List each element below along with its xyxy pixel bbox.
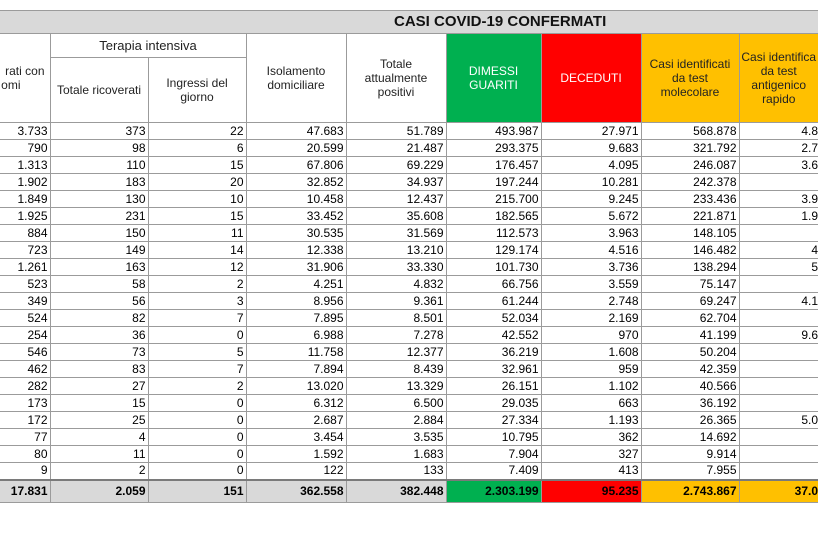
cell-casi-test-antigenico xyxy=(739,395,818,412)
cell-casi-test-antigenico: 5.0 xyxy=(739,412,818,429)
header-totale-ricoverati xyxy=(50,58,148,123)
cell-deceduti: 4.095 xyxy=(541,157,641,174)
total-casi-test-molecolare: 2.743.867 xyxy=(641,480,739,503)
cell-casi-test-molecolare: 7.955 xyxy=(641,463,739,480)
table-row xyxy=(0,344,818,361)
table-row xyxy=(0,412,818,429)
cell-dimessi-guariti: 7.904 xyxy=(446,446,541,463)
cell-casi-test-antigenico xyxy=(739,225,818,242)
cell-terapia-intensiva-totale: 231 xyxy=(50,208,148,225)
cell-terapia-intensiva-ingressi: 14 xyxy=(148,242,246,259)
cell-ricoverati-con-sintomi: 462 xyxy=(0,361,50,378)
header-casi-test-antigenico xyxy=(739,34,818,123)
cell-casi-test-molecolare: 148.105 xyxy=(641,225,739,242)
cell-totale-positivi: 21.487 xyxy=(346,140,446,157)
cell-totale-positivi: 2.884 xyxy=(346,412,446,429)
cell-deceduti: 413 xyxy=(541,463,641,480)
cell-totale-positivi: 8.501 xyxy=(346,310,446,327)
header-ricoverati-line-1: rati con xyxy=(5,64,45,78)
cell-totale-positivi: 3.535 xyxy=(346,429,446,446)
cell-deceduti: 4.516 xyxy=(541,242,641,259)
cell-terapia-intensiva-ingressi: 22 xyxy=(148,123,246,140)
cell-totale-positivi: 9.361 xyxy=(346,293,446,310)
cell-casi-test-antigenico: 3.9 xyxy=(739,191,818,208)
cell-terapia-intensiva-totale: 56 xyxy=(50,293,148,310)
cell-totale-positivi: 13.329 xyxy=(346,378,446,395)
cell-terapia-intensiva-totale: 149 xyxy=(50,242,148,259)
table-row xyxy=(0,293,818,310)
cell-terapia-intensiva-ingressi: 0 xyxy=(148,395,246,412)
header-casi-test-molecolare xyxy=(641,34,739,123)
cell-dimessi-guariti: 27.334 xyxy=(446,412,541,429)
cell-casi-test-antigenico xyxy=(739,429,818,446)
cell-deceduti: 9.245 xyxy=(541,191,641,208)
cell-casi-test-molecolare: 62.704 xyxy=(641,310,739,327)
header-antigenico-line-4: rapido xyxy=(762,92,796,106)
table-title-cell xyxy=(0,11,818,34)
cell-totale-positivi: 12.377 xyxy=(346,344,446,361)
table-row xyxy=(0,123,818,140)
header-isolamento-line-2: domiciliare xyxy=(267,78,325,92)
cell-deceduti: 362 xyxy=(541,429,641,446)
header-terapia-intensiva: Terapia intensiva xyxy=(50,34,246,58)
table-body xyxy=(0,123,818,480)
cell-casi-test-molecolare: 246.087 xyxy=(641,157,739,174)
cell-ricoverati-con-sintomi: 523 xyxy=(0,276,50,293)
covid-cases-table xyxy=(0,10,818,503)
cell-deceduti: 2.748 xyxy=(541,293,641,310)
cell-ricoverati-con-sintomi: 254 xyxy=(0,327,50,344)
header-positivi-line-3: positivi xyxy=(377,85,415,99)
cell-dimessi-guariti: 182.565 xyxy=(446,208,541,225)
cell-terapia-intensiva-totale: 73 xyxy=(50,344,148,361)
header-dimessi-line-2: GUARITI xyxy=(469,78,518,92)
cell-deceduti: 1.193 xyxy=(541,412,641,429)
cell-terapia-intensiva-ingressi: 0 xyxy=(148,463,246,480)
cell-terapia-intensiva-ingressi: 3 xyxy=(148,293,246,310)
cell-casi-test-molecolare: 138.294 xyxy=(641,259,739,276)
header-ricoverati-line-2: omi xyxy=(1,78,21,92)
cell-isolamento-domiciliare: 122 xyxy=(246,463,346,480)
cell-isolamento-domiciliare: 12.338 xyxy=(246,242,346,259)
cell-isolamento-domiciliare: 33.452 xyxy=(246,208,346,225)
header-positivi-line-1: Totale xyxy=(379,57,413,71)
cell-totale-positivi: 69.229 xyxy=(346,157,446,174)
cell-totale-positivi: 13.210 xyxy=(346,242,446,259)
header-dimessi-line-1: DIMESSI xyxy=(468,64,519,78)
table-row xyxy=(0,225,818,242)
cell-casi-test-antigenico: 5 xyxy=(739,259,818,276)
cell-ricoverati-con-sintomi: 1.902 xyxy=(0,174,50,191)
total-terapia-intensiva-ingressi: 151 xyxy=(148,480,246,503)
cell-casi-test-molecolare: 9.914 xyxy=(641,446,739,463)
cell-isolamento-domiciliare: 11.758 xyxy=(246,344,346,361)
cell-casi-test-antigenico xyxy=(739,174,818,191)
cell-isolamento-domiciliare: 7.895 xyxy=(246,310,346,327)
cell-ricoverati-con-sintomi: 80 xyxy=(0,446,50,463)
cell-terapia-intensiva-ingressi: 5 xyxy=(148,344,246,361)
total-dimessi-guariti: 2.303.199 xyxy=(446,480,541,503)
cell-ricoverati-con-sintomi: 546 xyxy=(0,344,50,361)
cell-terapia-intensiva-ingressi: 0 xyxy=(148,446,246,463)
cell-deceduti: 3.559 xyxy=(541,276,641,293)
cell-isolamento-domiciliare: 6.312 xyxy=(246,395,346,412)
cell-totale-positivi: 35.608 xyxy=(346,208,446,225)
cell-terapia-intensiva-ingressi: 2 xyxy=(148,378,246,395)
cell-casi-test-molecolare: 26.365 xyxy=(641,412,739,429)
header-molecolare-line-3: molecolare xyxy=(660,85,720,99)
cell-ricoverati-con-sintomi: 524 xyxy=(0,310,50,327)
cell-casi-test-antigenico xyxy=(739,361,818,378)
cell-terapia-intensiva-ingressi: 12 xyxy=(148,259,246,276)
header-ingressi-del-giorno xyxy=(148,58,246,123)
table-row xyxy=(0,463,818,480)
cell-casi-test-antigenico xyxy=(739,378,818,395)
table-row xyxy=(0,361,818,378)
cell-casi-test-antigenico: 4.8 xyxy=(739,123,818,140)
cell-terapia-intensiva-totale: 82 xyxy=(50,310,148,327)
total-terapia-intensiva-totale: 2.059 xyxy=(50,480,148,503)
cell-deceduti: 5.672 xyxy=(541,208,641,225)
cell-casi-test-antigenico: 4.1 xyxy=(739,293,818,310)
cell-ricoverati-con-sintomi: 884 xyxy=(0,225,50,242)
cell-terapia-intensiva-totale: 163 xyxy=(50,259,148,276)
totals-row xyxy=(0,480,818,503)
cell-terapia-intensiva-ingressi: 2 xyxy=(148,276,246,293)
cell-dimessi-guariti: 32.961 xyxy=(446,361,541,378)
table-row xyxy=(0,191,818,208)
cell-casi-test-antigenico: 1.9 xyxy=(739,208,818,225)
cell-dimessi-guariti: 112.573 xyxy=(446,225,541,242)
cell-terapia-intensiva-ingressi: 20 xyxy=(148,174,246,191)
table-row xyxy=(0,378,818,395)
header-totale-attualmente-positivi xyxy=(346,34,446,123)
cell-totale-positivi: 33.330 xyxy=(346,259,446,276)
cell-isolamento-domiciliare: 32.852 xyxy=(246,174,346,191)
cell-terapia-intensiva-ingressi: 7 xyxy=(148,310,246,327)
cell-dimessi-guariti: 10.795 xyxy=(446,429,541,446)
table-row xyxy=(0,395,818,412)
cell-dimessi-guariti: 61.244 xyxy=(446,293,541,310)
cell-casi-test-molecolare: 242.378 xyxy=(641,174,739,191)
cell-terapia-intensiva-totale: 27 xyxy=(50,378,148,395)
cell-deceduti: 10.281 xyxy=(541,174,641,191)
cell-deceduti: 27.971 xyxy=(541,123,641,140)
cell-terapia-intensiva-ingressi: 15 xyxy=(148,157,246,174)
cell-terapia-intensiva-totale: 130 xyxy=(50,191,148,208)
cell-isolamento-domiciliare: 47.683 xyxy=(246,123,346,140)
cell-terapia-intensiva-totale: 98 xyxy=(50,140,148,157)
header-positivi-line-2: attualmente xyxy=(364,71,428,85)
cell-ricoverati-con-sintomi: 1.261 xyxy=(0,259,50,276)
cell-ricoverati-con-sintomi: 1.925 xyxy=(0,208,50,225)
table-row xyxy=(0,276,818,293)
header-molecolare-line-1: Casi identificati xyxy=(649,57,731,71)
header-dimessi-guariti xyxy=(446,34,541,123)
cell-casi-test-antigenico xyxy=(739,463,818,480)
cell-dimessi-guariti: 129.174 xyxy=(446,242,541,259)
header-antigenico-line-2: da test xyxy=(760,64,797,78)
cell-ricoverati-con-sintomi: 790 xyxy=(0,140,50,157)
cell-casi-test-molecolare: 41.199 xyxy=(641,327,739,344)
cell-deceduti: 1.608 xyxy=(541,344,641,361)
cell-isolamento-domiciliare: 6.988 xyxy=(246,327,346,344)
cell-isolamento-domiciliare: 67.806 xyxy=(246,157,346,174)
cell-casi-test-antigenico: 2.7 xyxy=(739,140,818,157)
cell-deceduti: 9.683 xyxy=(541,140,641,157)
cell-terapia-intensiva-totale: 83 xyxy=(50,361,148,378)
cell-terapia-intensiva-totale: 150 xyxy=(50,225,148,242)
cell-dimessi-guariti: 29.035 xyxy=(446,395,541,412)
cell-ricoverati-con-sintomi: 1.849 xyxy=(0,191,50,208)
cell-dimessi-guariti: 52.034 xyxy=(446,310,541,327)
header-ingressi-line-1: Ingressi del xyxy=(166,76,228,90)
cell-deceduti: 1.102 xyxy=(541,378,641,395)
header-row-title xyxy=(0,11,818,34)
cell-isolamento-domiciliare: 1.592 xyxy=(246,446,346,463)
cell-terapia-intensiva-ingressi: 7 xyxy=(148,361,246,378)
cell-dimessi-guariti: 101.730 xyxy=(446,259,541,276)
cell-terapia-intensiva-totale: 36 xyxy=(50,327,148,344)
cell-dimessi-guariti: 36.219 xyxy=(446,344,541,361)
total-casi-test-antigenico: 37.0 xyxy=(739,480,818,503)
cell-deceduti: 2.169 xyxy=(541,310,641,327)
cell-casi-test-molecolare: 14.692 xyxy=(641,429,739,446)
header-antigenico-line-1: Casi identifica xyxy=(741,50,817,64)
table-row xyxy=(0,310,818,327)
cell-ricoverati-con-sintomi: 3.733 xyxy=(0,123,50,140)
cell-deceduti: 3.736 xyxy=(541,259,641,276)
cell-casi-test-antigenico: 4 xyxy=(739,242,818,259)
covid-cases-sheet xyxy=(0,10,818,504)
cell-terapia-intensiva-ingressi: 0 xyxy=(148,429,246,446)
cell-terapia-intensiva-totale: 2 xyxy=(50,463,148,480)
table-row xyxy=(0,446,818,463)
cell-isolamento-domiciliare: 30.535 xyxy=(246,225,346,242)
cell-totale-positivi: 34.937 xyxy=(346,174,446,191)
header-ricoverati-con-sintomi xyxy=(0,34,50,123)
cell-isolamento-domiciliare: 20.599 xyxy=(246,140,346,157)
cell-casi-test-molecolare: 221.871 xyxy=(641,208,739,225)
cell-casi-test-molecolare: 40.566 xyxy=(641,378,739,395)
cell-terapia-intensiva-ingressi: 15 xyxy=(148,208,246,225)
cell-casi-test-molecolare: 50.204 xyxy=(641,344,739,361)
cell-terapia-intensiva-totale: 25 xyxy=(50,412,148,429)
cell-terapia-intensiva-totale: 110 xyxy=(50,157,148,174)
cell-terapia-intensiva-totale: 373 xyxy=(50,123,148,140)
cell-totale-positivi: 31.569 xyxy=(346,225,446,242)
cell-dimessi-guariti: 176.457 xyxy=(446,157,541,174)
cell-casi-test-antigenico: 3.6 xyxy=(739,157,818,174)
cell-terapia-intensiva-totale: 4 xyxy=(50,429,148,446)
cell-ricoverati-con-sintomi: 282 xyxy=(0,378,50,395)
table-row xyxy=(0,140,818,157)
cell-dimessi-guariti: 293.375 xyxy=(446,140,541,157)
cell-terapia-intensiva-ingressi: 6 xyxy=(148,140,246,157)
total-totale-positivi: 382.448 xyxy=(346,480,446,503)
table-row xyxy=(0,259,818,276)
cell-casi-test-molecolare: 233.436 xyxy=(641,191,739,208)
cell-deceduti: 327 xyxy=(541,446,641,463)
header-isolamento-line-1: Isolamento xyxy=(266,64,326,78)
cell-totale-positivi: 4.832 xyxy=(346,276,446,293)
header-row-columns xyxy=(0,34,818,58)
cell-isolamento-domiciliare: 31.906 xyxy=(246,259,346,276)
cell-dimessi-guariti: 215.700 xyxy=(446,191,541,208)
cell-dimessi-guariti: 493.987 xyxy=(446,123,541,140)
cell-dimessi-guariti: 42.552 xyxy=(446,327,541,344)
cell-casi-test-antigenico xyxy=(739,344,818,361)
cell-totale-positivi: 133 xyxy=(346,463,446,480)
cell-isolamento-domiciliare: 10.458 xyxy=(246,191,346,208)
header-ingressi-line-2: giorno xyxy=(180,90,214,104)
cell-isolamento-domiciliare: 2.687 xyxy=(246,412,346,429)
cell-isolamento-domiciliare: 4.251 xyxy=(246,276,346,293)
header-molecolare-line-2: da test xyxy=(671,71,709,85)
cell-terapia-intensiva-ingressi: 0 xyxy=(148,412,246,429)
table-row xyxy=(0,174,818,191)
cell-dimessi-guariti: 66.756 xyxy=(446,276,541,293)
cell-casi-test-molecolare: 568.878 xyxy=(641,123,739,140)
cell-isolamento-domiciliare: 8.956 xyxy=(246,293,346,310)
cell-casi-test-antigenico xyxy=(739,310,818,327)
cell-isolamento-domiciliare: 3.454 xyxy=(246,429,346,446)
cell-terapia-intensiva-totale: 58 xyxy=(50,276,148,293)
total-deceduti: 95.235 xyxy=(541,480,641,503)
cell-terapia-intensiva-ingressi: 10 xyxy=(148,191,246,208)
cell-casi-test-antigenico xyxy=(739,446,818,463)
cell-casi-test-antigenico: 9.6 xyxy=(739,327,818,344)
cell-ricoverati-con-sintomi: 723 xyxy=(0,242,50,259)
table-title: CASI COVID-19 CONFERMATI xyxy=(394,13,607,30)
cell-deceduti: 970 xyxy=(541,327,641,344)
table-row xyxy=(0,242,818,259)
cell-casi-test-molecolare: 146.482 xyxy=(641,242,739,259)
cell-totale-positivi: 8.439 xyxy=(346,361,446,378)
cell-isolamento-domiciliare: 13.020 xyxy=(246,378,346,395)
table-row xyxy=(0,208,818,225)
cell-casi-test-antigenico xyxy=(739,276,818,293)
cell-ricoverati-con-sintomi: 77 xyxy=(0,429,50,446)
cell-terapia-intensiva-totale: 183 xyxy=(50,174,148,191)
cell-terapia-intensiva-ingressi: 11 xyxy=(148,225,246,242)
cell-totale-positivi: 51.789 xyxy=(346,123,446,140)
cell-totale-positivi: 7.278 xyxy=(346,327,446,344)
cell-totale-positivi: 6.500 xyxy=(346,395,446,412)
header-totale-ricoverati-label: Totale ricoverati xyxy=(56,83,142,97)
header-isolamento-domiciliare xyxy=(246,34,346,123)
cell-terapia-intensiva-totale: 11 xyxy=(50,446,148,463)
cell-deceduti: 3.963 xyxy=(541,225,641,242)
total-isolamento-domiciliare: 362.558 xyxy=(246,480,346,503)
cell-dimessi-guariti: 7.409 xyxy=(446,463,541,480)
total-ricoverati-con-sintomi: 17.831 xyxy=(0,480,50,503)
cell-terapia-intensiva-ingressi: 0 xyxy=(148,327,246,344)
cell-ricoverati-con-sintomi: 9 xyxy=(0,463,50,480)
cell-isolamento-domiciliare: 7.894 xyxy=(246,361,346,378)
cell-totale-positivi: 1.683 xyxy=(346,446,446,463)
table-row xyxy=(0,429,818,446)
cell-ricoverati-con-sintomi: 172 xyxy=(0,412,50,429)
cell-ricoverati-con-sintomi: 1.313 xyxy=(0,157,50,174)
header-antigenico-line-3: antigenico xyxy=(751,78,807,92)
cell-casi-test-molecolare: 69.247 xyxy=(641,293,739,310)
cell-ricoverati-con-sintomi: 349 xyxy=(0,293,50,310)
cell-casi-test-molecolare: 75.147 xyxy=(641,276,739,293)
cell-terapia-intensiva-totale: 15 xyxy=(50,395,148,412)
cell-dimessi-guariti: 197.244 xyxy=(446,174,541,191)
table-footer xyxy=(0,480,818,503)
header-deceduti: DECEDUTI xyxy=(541,34,641,123)
cell-casi-test-molecolare: 321.792 xyxy=(641,140,739,157)
table-row xyxy=(0,327,818,344)
cell-dimessi-guariti: 26.151 xyxy=(446,378,541,395)
cell-totale-positivi: 12.437 xyxy=(346,191,446,208)
cell-casi-test-molecolare: 42.359 xyxy=(641,361,739,378)
table-row xyxy=(0,157,818,174)
cell-casi-test-molecolare: 36.192 xyxy=(641,395,739,412)
cell-deceduti: 663 xyxy=(541,395,641,412)
cell-deceduti: 959 xyxy=(541,361,641,378)
cell-ricoverati-con-sintomi: 173 xyxy=(0,395,50,412)
